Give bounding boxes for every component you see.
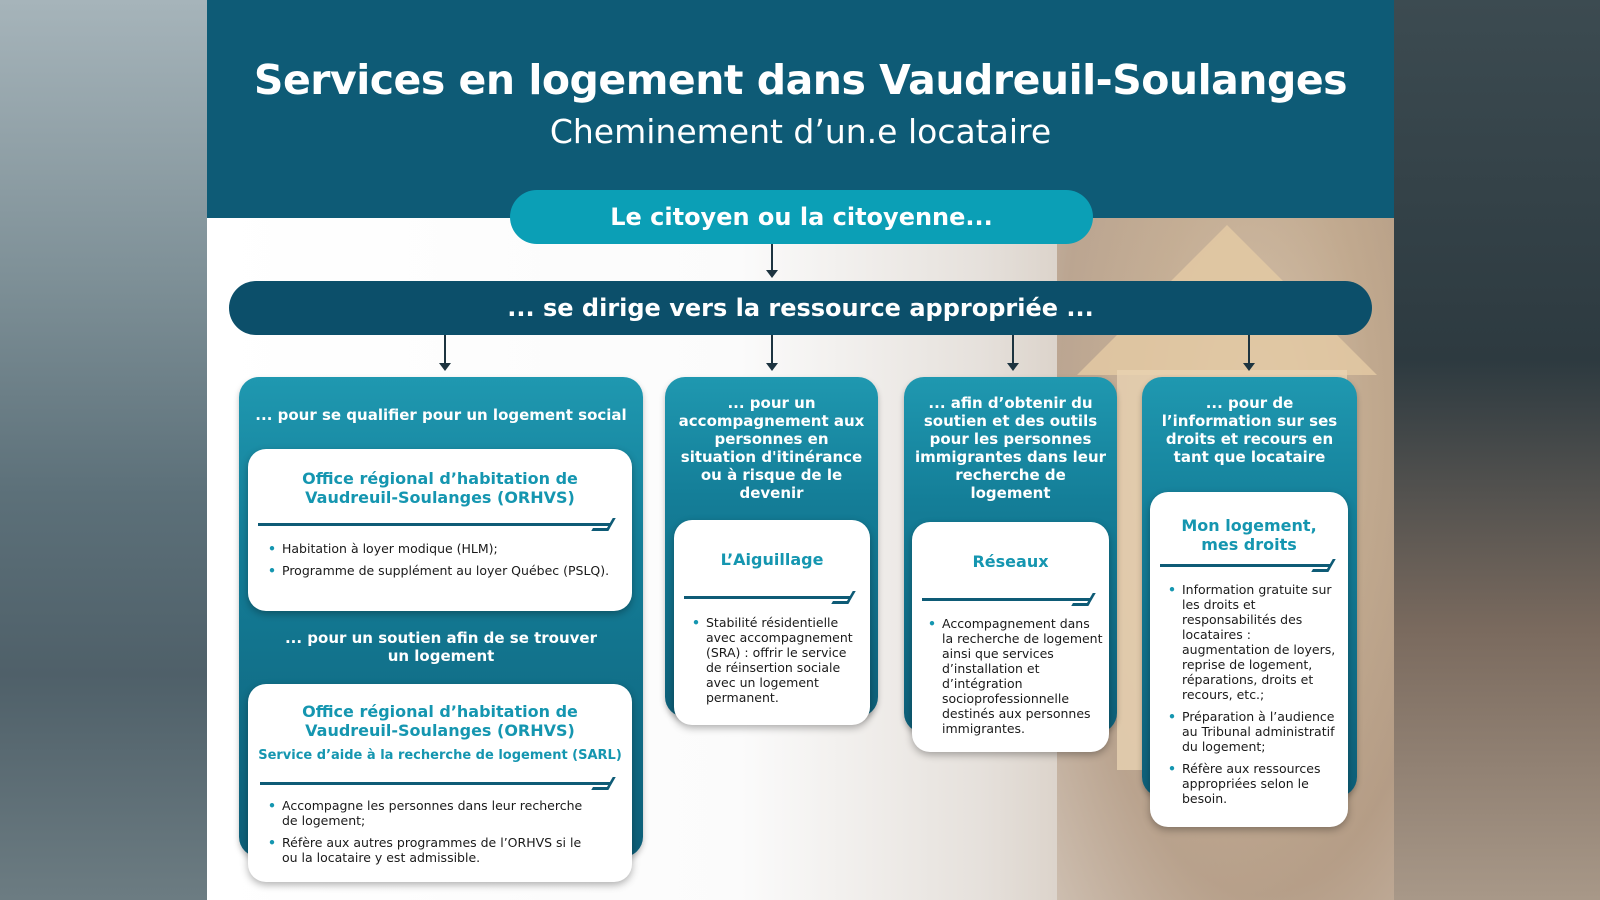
card-title: Office régional d’habitation de Vaudreuil-Soulanges (ORHVS) xyxy=(302,469,578,507)
card-list xyxy=(268,798,598,872)
list-item: • Accompagnement dans la recherche de logement ainsi que services d’installation et d’intégration socioprofessionnelle destinés aux personnes immigrantes. xyxy=(928,616,1103,736)
background-blur-right xyxy=(1394,0,1600,900)
list-item: • Réfère aux autres programmes de l’ORHVS si le ou la locataire y est admissible. xyxy=(268,835,598,865)
card-title: L’Aiguillage xyxy=(720,550,824,569)
resource-card-aiguillage xyxy=(674,520,870,725)
arrow-down-icon xyxy=(1248,335,1250,369)
list-item: • Programme de supplément au loyer Québec (PSLQ). xyxy=(268,563,618,578)
card-title: Mon logement, mes droits xyxy=(1181,516,1317,554)
card-title: Réseaux xyxy=(972,552,1049,571)
card-list xyxy=(692,615,862,712)
column-heading-secondary: ... pour un soutien afin de se trouver un logement xyxy=(284,629,598,665)
card-list xyxy=(928,616,1103,743)
list-item: • Information gratuite sur les droits et responsabilités des locataires : augmentation de loyers, reprise de logement, réparations, droits et recours, etc.; xyxy=(1168,582,1340,702)
column-heading: ... pour se qualifier pour un logement social xyxy=(255,406,627,424)
infographic-poster xyxy=(207,0,1394,900)
card-subtitle: Service d’aide à la recherche de logement (SARL) xyxy=(258,748,622,763)
list-item: • Réfère aux ressources appropriées selon le besoin. xyxy=(1168,761,1340,806)
resource-card-mon-logement xyxy=(1150,492,1348,827)
resource-card-orhvs xyxy=(248,449,632,611)
list-item: • Habitation à loyer modique (HLM); xyxy=(268,541,618,556)
arrow-down-icon xyxy=(444,335,446,369)
card-title: Office régional d’habitation de Vaudreuil-Soulanges (ORHVS) xyxy=(302,702,578,740)
column-heading: ... pour un accompagnement aux personnes en situation d'itinérance ou à risque de le devenir xyxy=(678,394,865,502)
list-item: • Accompagne les personnes dans leur recherche de logement; xyxy=(268,798,598,828)
page-subtitle: Cheminement d’un.e locataire xyxy=(549,112,1052,151)
resource-step: ... se dirige vers la ressource appropriée ... xyxy=(229,281,1372,335)
page-title: Services en logement dans Vaudreuil-Soulanges xyxy=(253,56,1348,104)
citizen-step: Le citoyen ou la citoyenne... xyxy=(510,190,1093,244)
column-heading: ... afin d’obtenir du soutien et des outils pour les personnes immigrantes dans leur recherche de logement xyxy=(914,394,1107,502)
background-blur-left xyxy=(0,0,207,900)
resource-card-orhvs-sarl xyxy=(248,684,632,882)
arrow-down-icon xyxy=(771,335,773,369)
header-banner xyxy=(207,0,1394,218)
list-item: • Stabilité résidentielle avec accompagnement (SRA) : offrir le service de réinsertion sociale avec un logement permanent. xyxy=(692,615,862,705)
arrow-down-icon xyxy=(771,244,773,276)
card-divider xyxy=(1160,564,1330,567)
card-divider xyxy=(922,598,1090,601)
card-divider xyxy=(684,596,850,599)
card-list xyxy=(268,541,618,585)
card-list xyxy=(1168,582,1340,813)
column-heading: ... pour de l’information sur ses droits et recours en tant que locataire xyxy=(1161,394,1338,466)
list-item: • Préparation à l’audience au Tribunal administratif du logement; xyxy=(1168,709,1340,754)
resource-card-reseaux xyxy=(912,522,1109,752)
card-divider xyxy=(258,523,610,526)
card-divider xyxy=(260,782,610,785)
arrow-down-icon xyxy=(1012,335,1014,369)
